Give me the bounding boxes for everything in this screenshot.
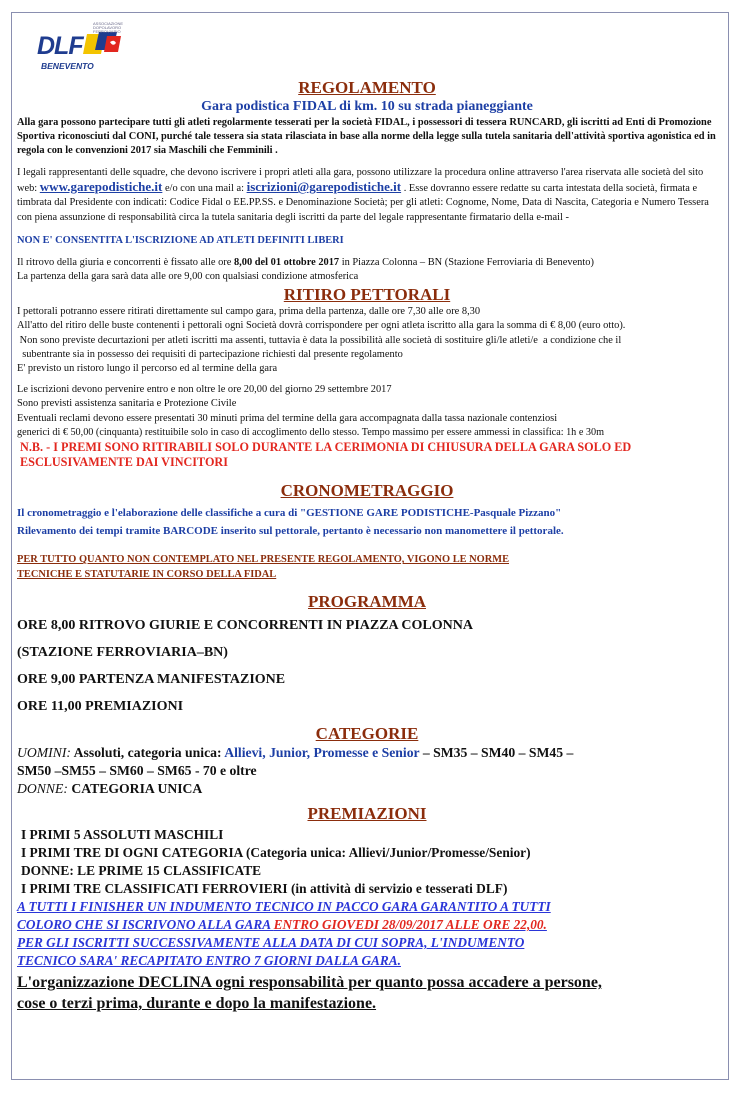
ritiro-line: subentrante sia in possesso dei requisiti di partecipazione richiesti dal presente regolamento: [17, 348, 403, 360]
programma-list: [17, 612, 717, 720]
ritrovo-text-2: in Piazza Colonna – BN (Stazione Ferroviaria di Benevento): [339, 256, 594, 268]
norme-line: PER TUTTO QUANTO NON CONTEMPLATO NEL PRESENTE REGOLAMENTO, VIGONO LE NORME: [17, 554, 510, 566]
programma-item: ORE 8,00 RITROVO GIURIE E CONCORRENTI IN PIAZZA COLONNA: [17, 618, 473, 634]
programma-item: ORE 9,00 PARTENZA MANIFESTAZIONE: [17, 672, 286, 688]
finisher-deadline: ENTRO GIOVEDI 28/09/2017 ALLE ORE 22,00.: [273, 917, 547, 933]
finisher-line: A TUTTI I FINISHER UN INDUMENTO TECNICO IN PACCO GARA GARANTITO A TUTTI: [17, 899, 551, 915]
title-programma: PROGRAMMA: [307, 592, 427, 612]
ritiro-line: Non sono previste decurtazioni per atleti iscritti ma assenti, tuttavia è data la possibilità alle società di sostituire gli/le atleti/e a condizione che il: [17, 334, 622, 346]
uomini-label: UOMINI:: [17, 745, 71, 761]
subtitle: Gara podistica FIDAL di km. 10 su strada pianeggiante: [201, 99, 533, 114]
ritiro-line: I pettorali potranno essere ritirati direttamente sul campo gara, prima della partenza, dalle ore 7,30 alle ore 8,30: [17, 306, 481, 318]
deadline-line: Eventuali reclami devono essere presentati 30 minuti prima del termine della gara accompagnata dalla tassa nazionale contenziosi: [17, 412, 558, 424]
title-premiazioni: PREMIAZIONI: [307, 804, 427, 824]
norme-line: TECNICHE E STATUTARIE IN CORSO DELLA FIDAL: [17, 569, 277, 581]
deadline-list: [17, 383, 717, 440]
title-cronometraggio: CRONOMETRAGGIO: [280, 481, 454, 501]
premiazione-item: I PRIMI 5 ASSOLUTI MASCHILI: [21, 827, 224, 843]
donne-label: DONNE:: [17, 781, 68, 797]
uomini-pre: Assoluti, categoria unica:: [70, 745, 225, 761]
finisher-line: PER GLI ISCRITTI SUCCESSIVAMENTE ALLA DATA DI CUI SOPRA, L'INDUMENTO: [17, 935, 525, 951]
ritrovo-paragraph: [17, 256, 717, 270]
crono-line: Il cronometraggio e l'elaborazione delle classifiche a cura di "GESTIONE GARE PODISTICHE-Pasquale Pizzano": [17, 507, 562, 520]
deadline-line: Le iscrizioni devono pervenire entro e non oltre le ore 20,00 del giorno 29 settembre 2017: [17, 384, 392, 396]
declina-notice: [17, 972, 717, 1014]
title-ritiro-pettorali: RITIRO PETTORALI: [283, 285, 451, 305]
nb-notice: [17, 440, 717, 470]
email-link[interactable]: iscrizioni@garepodistiche.it: [246, 179, 402, 195]
website-link[interactable]: www.garepodistiche.it: [39, 179, 163, 195]
declina-line: cose o terzi prima, durante e dopo la manifestazione.: [17, 995, 377, 1013]
uomini-post: – SM35 – SM40 – SM45 –: [419, 745, 574, 761]
document-body: [17, 78, 717, 1014]
logo-brand: DLF: [37, 32, 83, 60]
norme-notice: [17, 552, 717, 582]
intro-paragraph: Alla gara possono partecipare tutti gli atleti regolarmente tesserati per la società FIDAL, i possessori di tessera RUNCARD, gli iscritti ad Enti di Promozione Sportiva riconosciuti dal CONI, purché tale tessera sia stata rilasciata in base alla norme della legge sulla tutela sanitaria dell'attività sportiva agonistica ed in regola con le convenzioni 2017 sia Maschili che Femminili .: [17, 117, 716, 156]
premiazione-item: I PRIMI TRE DI OGNI CATEGORIA (Categoria unica: Allievi/Junior/Promesse/Senior): [21, 845, 531, 861]
logo-small-text: ASSOCIAZIONE DOPOLAVORO FERROVIARIO: [93, 21, 124, 34]
premiazioni-list: [17, 826, 717, 898]
premiazione-item: I PRIMI TRE CLASSIFICATI FERROVIERI (in attività di servizio e tesserati DLF): [21, 881, 508, 897]
title-categorie: CATEGORIE: [315, 724, 419, 744]
registration-text-2: e/o con una mail a:: [162, 183, 247, 195]
uomini-categories: Allievi, Junior, Promesse e Senior: [224, 745, 420, 761]
nb-line: ESCLUSIVAMENTE DAI VINCITORI: [17, 455, 228, 470]
finisher-line: TECNICO SARA' RECAPITATO ENTRO 7 GIORNI DALLA GARA.: [17, 953, 401, 969]
logo-city: BENEVENTO: [41, 61, 94, 71]
donne-value: CATEGORIA UNICA: [67, 781, 203, 797]
ritrovo-time: 8,00 del 01 ottobre 2017: [233, 256, 340, 268]
declina-line: L'organizzazione DECLINA ogni responsabilità per quanto possa accadere a persone,: [17, 974, 602, 992]
registration-text-3: . Esse dovranno essere redatte su carta intestata della società, firmata e timbrata dal Presidente con indicati: Codice Fidal o EE.PP.SS. e Denominazione Società; per gli atleti: Cognome, Nome, Data di Nascita, Categoria e Numero Tessera con piena assunzione di responsabilità circa la tutela sanitaria degli iscritti da parte del legale rappresentante firmatario della e-mail -: [17, 183, 709, 223]
ritiro-list: [17, 305, 717, 376]
ritiro-line: All'atto del ritiro delle buste contenenti i pettorali ogni Società dovrà corrispondere per ogni atleta iscritto alla gara la somma di € 8,00 (euro otto).: [17, 320, 626, 332]
deadline-line: Sono previsti assistenza sanitaria e Protezione Civile: [17, 398, 237, 410]
programma-item: (STAZIONE FERROVIARIA–BN): [17, 645, 228, 661]
categorie-uomini-line2: SM50 –SM55 – SM60 – SM65 - 70 e oltre: [17, 763, 257, 779]
finisher-line2-text: COLORO CHE SI ISCRIVONO ALLA GARA: [17, 917, 274, 933]
programma-item: ORE 11,00 PREMIAZIONI: [17, 699, 184, 715]
dlf-logo: [35, 20, 130, 75]
no-free-athletes-notice: NON E' CONSENTITA L'ISCRIZIONE AD ATLETI DEFINITI LIBERI: [17, 234, 344, 246]
registration-text-1: I legali rappresentanti delle squadre, che devono iscrivere i propri atleti alla gara, possono utilizzare la procedura online attraverso l'area riservata alle società del sito web:: [17, 167, 704, 195]
partenza-line: La partenza della gara sarà data alle ore 9,00 con qualsiasi condizione atmosferica: [17, 271, 359, 283]
premiazione-item: DONNE: LE PRIME 15 CLASSIFICATE: [21, 863, 262, 879]
finisher-line: [17, 916, 717, 934]
finisher-notice: [17, 898, 717, 970]
categorie-uomini: [17, 744, 717, 762]
ritiro-line: E' previsto un ristoro lungo il percorso ed al termine della gara: [17, 363, 278, 375]
deadline-line: generici di € 50,00 (cinquanta) restituibile solo in caso di accoglimento dello stesso. Tempo massimo per essere ammessi in classifica: 1h e 30m: [17, 426, 605, 438]
categorie-donne: [17, 780, 717, 798]
registration-paragraph: [17, 166, 717, 225]
crono-list: [17, 504, 717, 540]
ritrovo-text-1: Il ritrovo della giuria e concorrenti è fissato alle ore: [17, 256, 234, 268]
categorie-block: [17, 744, 717, 798]
nb-line: N.B. - I PREMI SONO RITIRABILI SOLO DURANTE LA CERIMONIA DI CHIUSURA DELLA GARA SOLO ED: [17, 440, 632, 455]
crono-line: Rilevamento dei tempi tramite BARCODE inserito sul pettorale, pertanto è necessario non manomettere il pettorale.: [17, 525, 564, 538]
title-regolamento: REGOLAMENTO: [298, 78, 436, 97]
